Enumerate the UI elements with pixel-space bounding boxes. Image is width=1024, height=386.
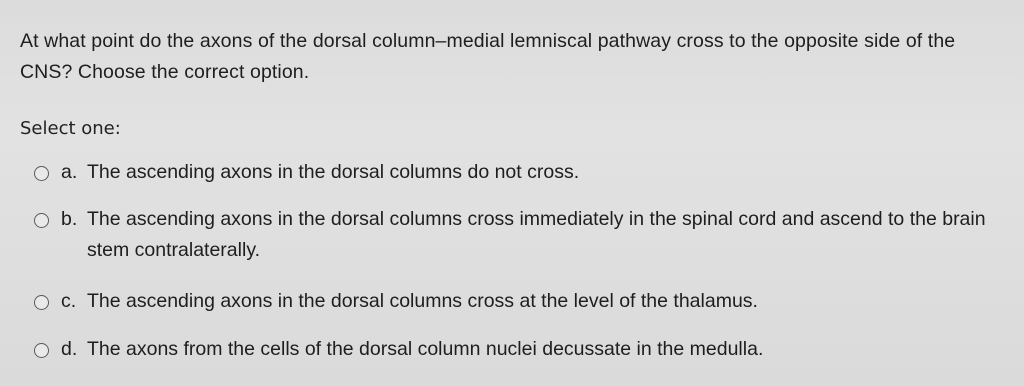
radio-button-b[interactable] <box>34 213 49 228</box>
select-one-label: Select one: <box>20 118 121 139</box>
radio-button-a[interactable] <box>34 166 49 181</box>
option-letter-a: a. <box>61 161 78 183</box>
option-text-b[interactable]: The ascending axons in the dorsal columns cross immediately in the spinal cord and ascend to the brain stem contralaterally. <box>87 208 986 261</box>
option-d[interactable] <box>34 338 1009 365</box>
radio-button-c[interactable] <box>34 295 49 310</box>
option-a[interactable] <box>34 161 1009 188</box>
radio-button-d[interactable] <box>34 343 49 358</box>
option-text-a[interactable]: The ascending axons in the dorsal columns do not cross. <box>87 161 580 183</box>
option-text-d[interactable]: The axons from the cells of the dorsal column nuclei decussate in the medulla. <box>87 338 764 360</box>
option-c[interactable] <box>34 290 1009 317</box>
question-text: At what point do the axons of the dorsal column–medial lemniscal pathway cross to the opposite side of the CNS? Choose the correct option. <box>20 30 956 83</box>
option-text-c[interactable]: The ascending axons in the dorsal columns cross at the level of the thalamus. <box>87 290 758 312</box>
option-b[interactable] <box>34 208 1009 266</box>
option-letter-c: c. <box>61 290 77 312</box>
option-letter-b: b. <box>61 208 78 230</box>
option-letter-d: d. <box>61 338 78 360</box>
